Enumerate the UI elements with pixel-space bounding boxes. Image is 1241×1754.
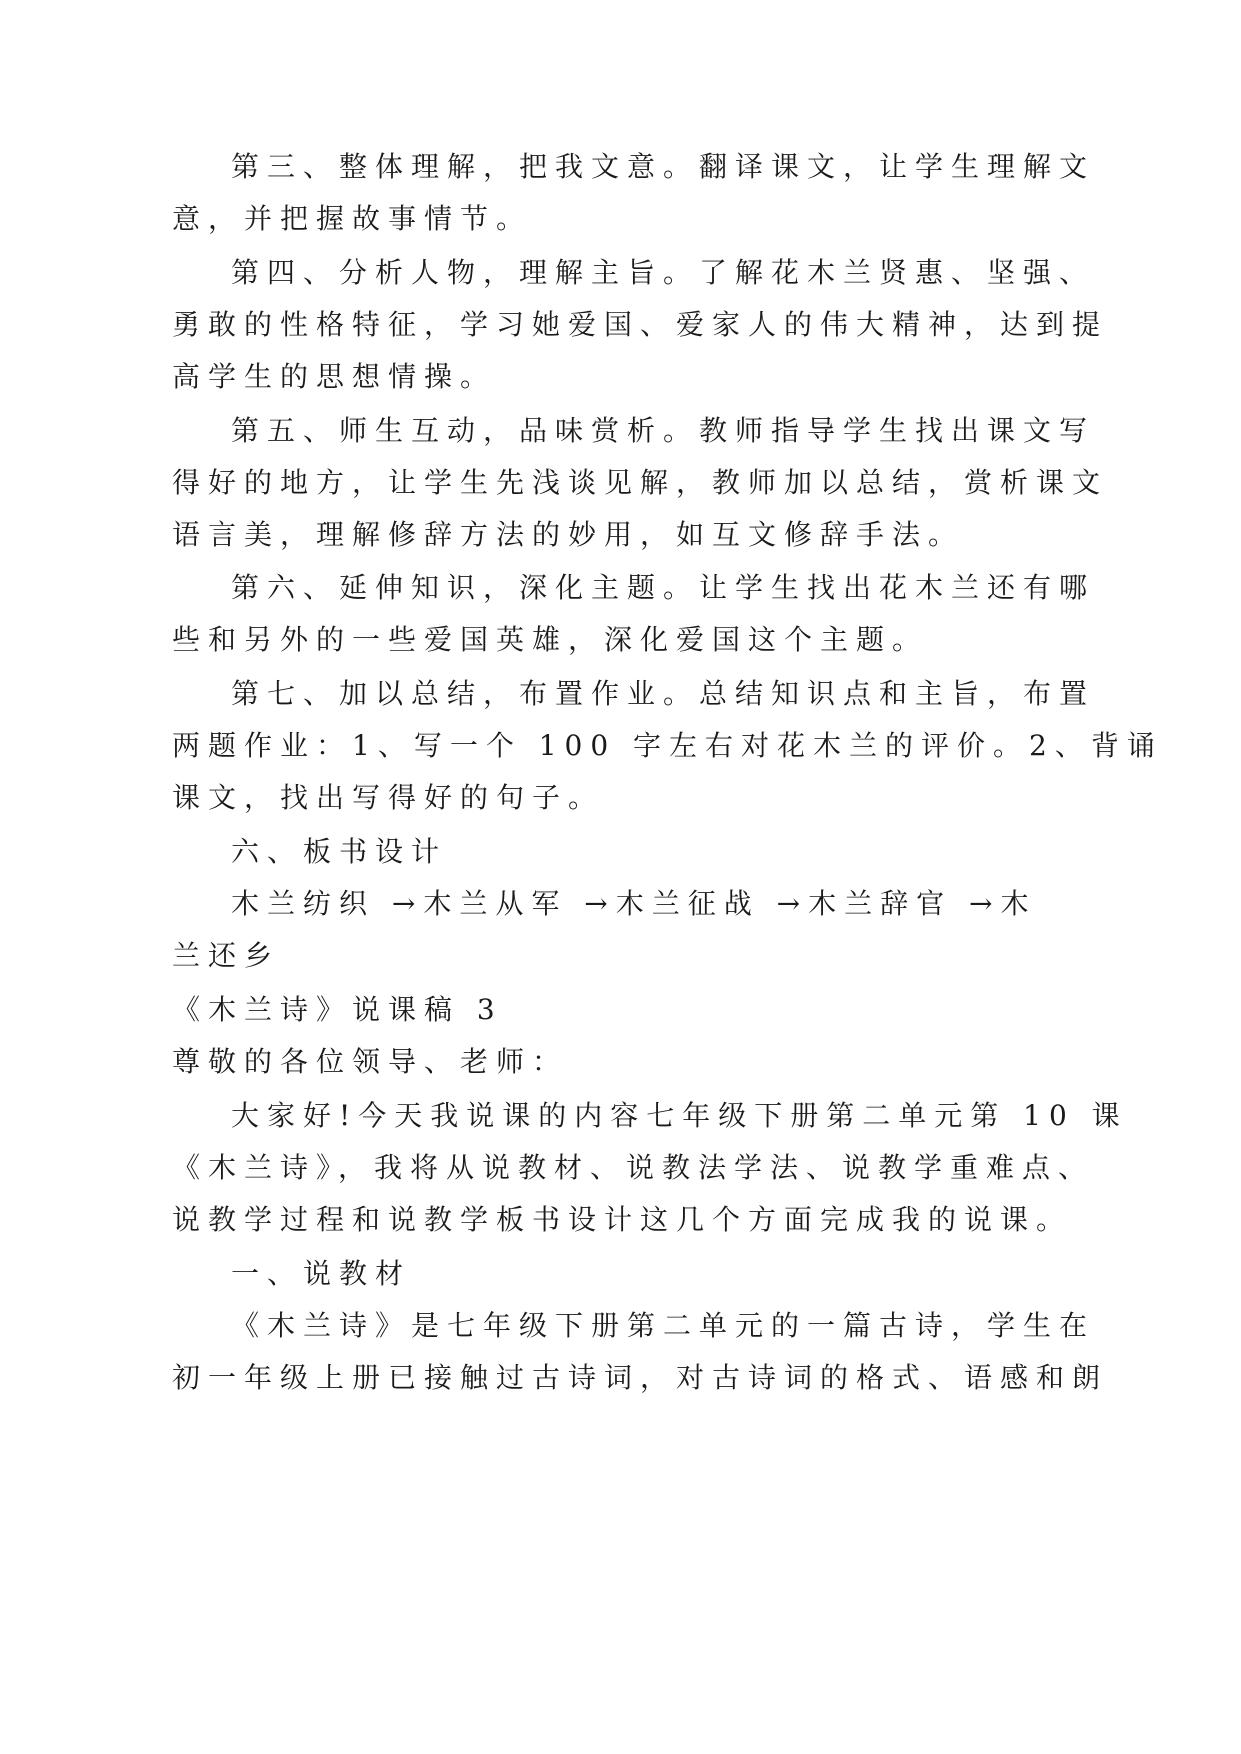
text-line: 第六、延伸知识，深化主题。让学生找出花木兰还有哪 [231,571,1096,604]
text-line: 《木兰诗》，我将从说教材、说教法学法、说教学重难点、 [172,1151,1095,1184]
text-line: 第七、加以总结，布置作业。总结知识点和主旨，布置 [231,677,1096,710]
salutation: 尊敬的各位领导、老师： [172,1045,569,1078]
text-line: 课文，找出写得好的句子。 [172,781,605,814]
text-line: 些和另外的一些爱国英雄，深化爱国这个主题。 [172,623,929,656]
text-line: 第三、整体理解，把我文意。翻译课文，让学生理解文 [231,150,1096,183]
text-line: 兰还乡 [172,939,281,972]
text-line: 初一年级上册已接触过古诗词，对古诗词的格式、语感和朗 [172,1361,1109,1394]
text-line: 大家好!今天我说课的内容七年级下册第二单元第 10 课 [231,1099,1128,1132]
text-line: 高学生的思想情操。 [172,360,497,393]
text-line: 第四、分析人物，理解主旨。了解花木兰贤惠、坚强、 [231,256,1096,289]
section-heading: 六、板书设计 [231,835,448,868]
text-line: 说教学过程和说教学板书设计这几个方面完成我的说课。 [172,1203,1073,1236]
text-line: 木兰纺织 →木兰从军 →木兰征战 →木兰辞官 →木 [231,887,1037,920]
text-line: 语言美，理解修辞方法的妙用，如互文修辞手法。 [172,518,965,551]
text-line: 意，并把握故事情节。 [172,202,533,235]
text-line: 第五、师生互动，品味赏析。教师指导学生找出课文写 [231,414,1096,447]
text-line: 勇敢的性格特征，学习她爱国、爱家人的伟大精神，达到提 [172,308,1109,341]
text-line: 得好的地方，让学生先浅谈见解，教师加以总结，赏析课文 [172,466,1109,499]
text-line: 两题作业：1、写一个 100 字左右对花木兰的评价。2、背诵 [172,729,1163,762]
section-heading: 一、说教材 [231,1257,412,1290]
document-title: 《木兰诗》说课稿 3 [172,993,503,1026]
text-line: 《木兰诗》是七年级下册第二单元的一篇古诗，学生在 [231,1309,1096,1342]
